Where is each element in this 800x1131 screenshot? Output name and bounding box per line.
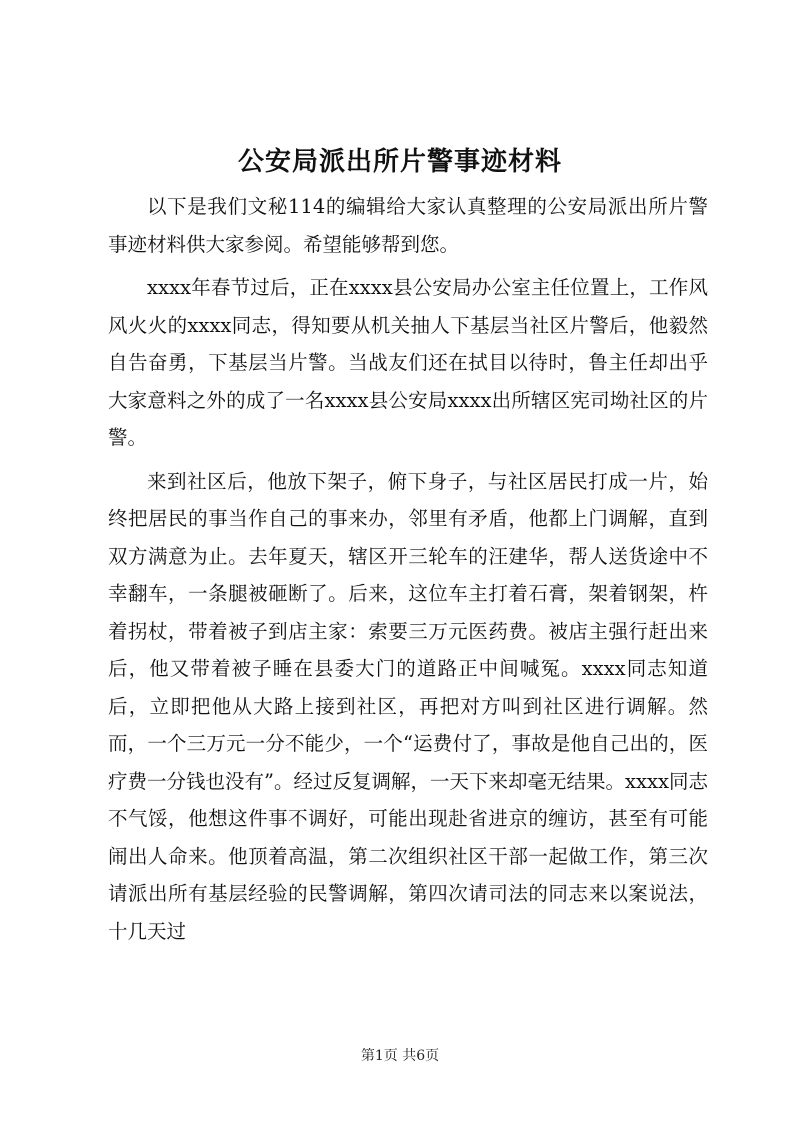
paragraph-community-work: 来到社区后，他放下架子，俯下身子，与社区居民打成一片，始终把居民的事当作自己的事来办，邻里有矛盾，他都上门调解，直到双方满意为止。去年夏天，辖区开三轮车的汪建华，帮人送货途中不幸翻车，一条腿被砸断了。后来，这位车主打着石膏，架着钢架，杵着拐杖，带着被子到店主家：索要三万元医药费。被店主强行赶出来后，他又带着被子睡在县委大门的道路正中间喊冤。xxxx同志知道后，立即把他从大路上接到社区，再把对方叫到社区进行调解。然而，一个三万元一分不能少，一个“运费付了，事故是他自己出的，医疗费一分钱也没有”。经过反复调解，一天下来却毫无结果。xxxx同志不气馁，他想这件事不调好，可能出现赴省进京的缠访，甚至有可能闹出人命来。他顶着高温，第二次组织社区干部一起做工作，第三次请派出所有基层经验的民警调解，第四次请司法的同志来以案说法，十几天过 <box>108 469 708 943</box>
page-number-footer: 第1页 共6页 <box>360 1048 440 1064</box>
paragraph-intro: 以下是我们文秘114的编辑给大家认真整理的公安局派出所片警事迹材料供大家参阅。希望能够帮到您。 <box>108 195 708 256</box>
paragraph-background: xxxx年春节过后，正在xxxx县公安局办公室主任位置上，工作风风火火的xxxx同志，得知要从机关抽人下基层当社区片警后，他毅然自告奋勇，下基层当片警。当战友们还在拭目以待时，鲁主任却出乎大家意料之外的成了一名xxxx县公安局xxxx出所辖区宪司坳社区的片警。 <box>108 276 708 449</box>
document-title: 公安局派出所片警事迹材料 <box>237 147 562 177</box>
document-body <box>108 188 708 956</box>
